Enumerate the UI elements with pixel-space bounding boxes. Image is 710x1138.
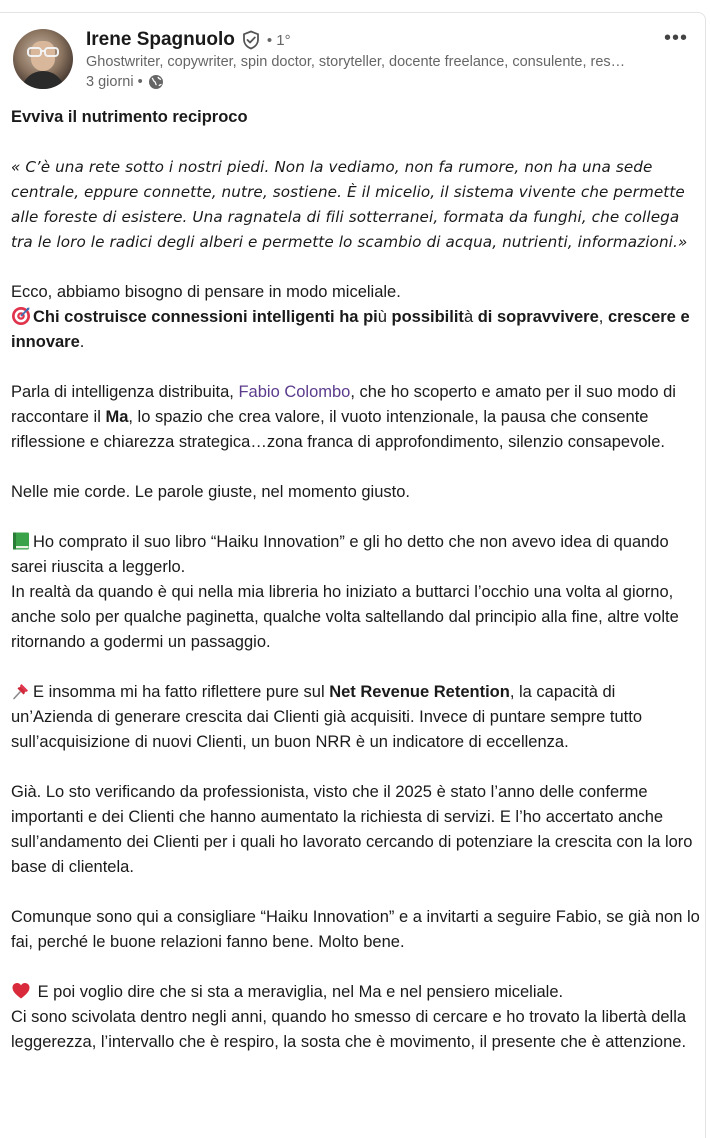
text: , che ho scoperto e amato per il suo modo di raccontare il [11, 383, 676, 426]
pushpin-emoji-icon [11, 681, 31, 701]
more-icon: ••• [663, 26, 688, 49]
spacer [11, 955, 701, 980]
text: . [79, 333, 85, 351]
author-headline: Ghostwriter, copywriter, spin doctor, storyteller, docente freelance, consulente, res… [86, 54, 626, 70]
spacer [11, 505, 701, 530]
spacer [11, 255, 701, 280]
globe-icon [148, 74, 164, 90]
paragraph-meraviglia [11, 980, 701, 1005]
post-body [11, 105, 701, 1055]
paragraph-corde: Nelle mie corde. Le parole giuste, nel momento giusto. [11, 483, 410, 501]
bold-text: possibilit [386, 308, 464, 326]
paragraph-fabio [11, 380, 701, 455]
avatar-glasses [27, 47, 59, 57]
green-book-emoji-icon [11, 531, 31, 551]
paragraph-nrr [11, 680, 701, 755]
red-heart-emoji-icon [11, 981, 31, 1001]
connection-degree: • 1° [266, 31, 291, 49]
bold-text: Chi costruisce connessioni intelligenti ha pi [33, 308, 378, 326]
paragraph-connessioni [11, 305, 701, 355]
avatar[interactable] [13, 29, 73, 89]
text: E poi voglio dire che si sta a meraviglia, nel Ma e nel pensiero miceliale. [33, 983, 564, 1001]
text: , lo spazio che crea valore, il vuoto intenzionale, la pausa che consente riflessione e chiarezza strategica…zona franca di approfondimento, silenzio consapevole. [11, 408, 665, 451]
spacer [11, 455, 701, 480]
bold-text: crescere e innovare [11, 308, 690, 351]
post-meta [86, 74, 164, 90]
author-name[interactable]: Irene Spagnuolo [86, 29, 235, 50]
spacer [11, 755, 701, 780]
author-row [86, 29, 291, 51]
avatar-shoulders [21, 71, 65, 89]
paragraph-consigliare: Comunque sono qui a consigliare “Haiku Innovation” e a invitarti a seguire Fabio, se già non lo fai, perché le buone relazioni fanno bene. Molto bene. [11, 908, 700, 951]
post-card [0, 12, 706, 1138]
paragraph-professionista: Già. Lo sto verificando da professionista, visto che il 2025 è stato l’anno delle conferme importanti e dei Clienti che hanno aumentato la richiesta di servizi. E l’ho accertato anche sull’andamento dei Clienti per i quali ho lavorato cercando di potenziare la crescita con la loro base di clientela. [11, 783, 693, 876]
text: E insomma mi ha fatto riflettere pure sul [33, 683, 330, 701]
post-quote: « C’è una rete sotto i nostri piedi. Non la vediamo, non fa rumore, non ha una sede centrale, eppure connette, nutre, sostiene. È il micelio, il sistema vivente che permette alle foreste di esistere. Una ragnatela di fili sotterranei, formata da funghi, che collega tra le loro le radici degli alberi e permette lo scambio di acqua, nutrienti, informazioni.» [11, 158, 688, 251]
text: ù [377, 308, 387, 326]
target-emoji-icon [11, 306, 31, 326]
paragraph-miceliale: Ecco, abbiamo bisogno di pensare in modo miceliale. [11, 283, 401, 301]
post-time: 3 giorni • [86, 74, 143, 90]
post-title: Evviva il nutrimento reciproco [11, 108, 248, 126]
bold-text: di sopravvivere [473, 308, 599, 326]
text: , [598, 308, 608, 326]
mention-fabio-colombo[interactable]: Fabio Colombo [238, 383, 351, 401]
paragraph-leggerezza: Ci sono scivolata dentro negli anni, quando ho smesso di cercare e ho trovato la libertà della leggerezza, l’intervallo che è respiro, la sosta che è movimento, il presente che è attenzione. [11, 1008, 687, 1051]
text: Parla di intelligenza distribuita, [11, 383, 239, 401]
text: , la capacità di un’Azienda di generare crescita dai Clienti già acquisiti. Invece di puntare sempre tutto sull’acquisizione di nuovi Clienti, un buon NRR è un indicatore di eccellenza. [11, 683, 643, 751]
shield-check-icon [241, 30, 261, 50]
post-header [0, 13, 705, 93]
spacer [11, 880, 701, 905]
text: Ho comprato il suo libro “Haiku Innovation” e gli ho detto che non avevo idea di quando sarei riuscita a leggerlo. [11, 533, 669, 576]
paragraph-libro [11, 530, 701, 580]
spacer [11, 130, 701, 155]
paragraph-libreria: In realtà da quando è qui nella mia libreria ho iniziato a buttarci l’occhio una volta al giorno, anche solo per qualche paginetta, qualche volta saltellando dal principio alla fine, altre volte ritornando a godermi un passaggio. [11, 583, 679, 651]
text: à [463, 308, 474, 326]
more-button[interactable] [661, 25, 691, 51]
spacer [11, 355, 701, 380]
bold-text: Net Revenue Retention [329, 683, 510, 701]
bold-text: Ma [105, 408, 129, 426]
spacer [11, 655, 701, 680]
